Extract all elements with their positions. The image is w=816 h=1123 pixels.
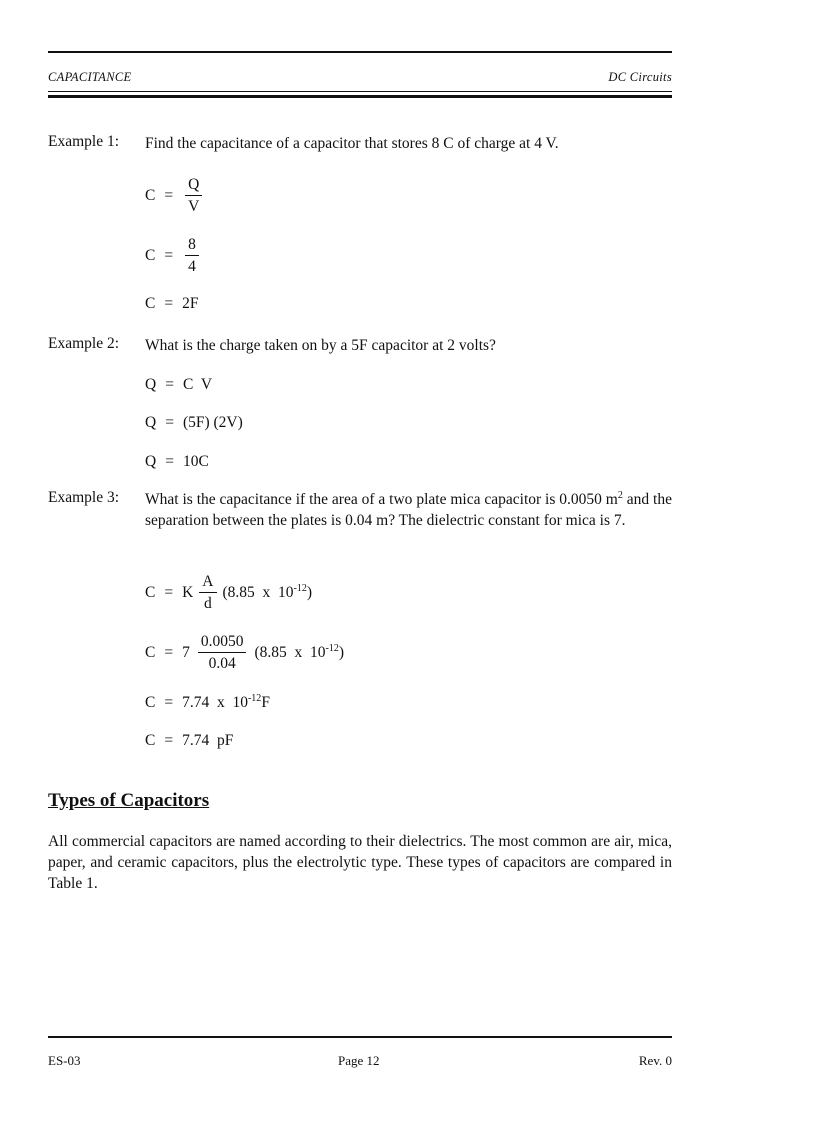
fraction-numerator: 0.0050 [198,633,247,653]
footer-page-number: Page 12 [338,1053,380,1068]
exponent: -12 [325,642,339,654]
example-2-step-2 [145,414,243,432]
fraction [199,573,216,612]
eq-factor [223,584,313,602]
fraction-numerator: 8 [185,236,199,256]
eq-lhs: C [145,583,156,601]
eq-factor-base: (8.85 x 10 [254,643,326,661]
example-3-step-4 [145,732,233,750]
eq-lhs: C [145,694,156,711]
example-1-question: Find the capacitance of a capacitor that stores 8 C of charge at 4 V. [145,135,559,152]
exponent: -12 [247,693,262,704]
eq-rhs: 10C [182,453,209,470]
eq-factor [254,644,344,662]
example-1-step-2 [145,236,202,275]
header-left-title: CAPACITANCE [48,70,132,84]
fraction [198,633,247,672]
example-3-question [145,489,672,531]
footer-doc-id: ES-03 [48,1053,81,1068]
eq-equals: = [165,376,174,393]
eq-equals: = [164,732,174,749]
eq-rhs: 7.74 pF [182,732,234,749]
eq-equals: = [164,295,174,312]
section-paragraph: All commercial capacitors are named according to their dielectrics. The most common are air, mica, paper, and ceramic capacitors, plus the electrolytic type. These types of capacitors are compared in Table 1. [48,833,672,892]
eq-rhs [182,694,270,712]
example-2-step-3 [145,453,209,471]
eq-equals: = [164,694,174,711]
footer-revision: Rev. 0 [638,1053,672,1068]
eq-equals: = [165,414,174,431]
eq-rhs: C V [182,376,213,393]
example-3-step-2 [145,633,344,672]
example-3-label: Example 3: [48,489,120,506]
eq-rhs: (5F) (2V) [182,414,243,431]
example-1-step-3 [145,295,198,313]
example-1-label: Example 1: [48,133,120,150]
fraction [185,236,199,275]
eq-coefficient: 7 [182,643,190,661]
eq-lhs: C [145,246,156,264]
header-right-title: DC Circuits [608,70,672,84]
eq-equals: = [164,186,174,204]
header-double-rule-thin [48,91,672,92]
fraction-denominator: d [204,595,212,612]
example-1-step-1 [145,176,205,215]
header-top-rule [48,51,672,53]
fraction-numerator: A [199,573,216,593]
eq-rhs-base: 7.74 x 10 [182,694,248,711]
eq-rhs: 2F [182,295,199,312]
eq-coefficient: K [182,583,194,601]
fraction [185,176,202,215]
eq-equals: = [164,583,174,601]
eq-factor-close: ) [338,643,345,661]
example-2-label: Example 2: [48,335,120,352]
eq-lhs: C [145,295,156,312]
eq-lhs: Q [145,453,157,470]
eq-equals: = [164,246,174,264]
footer-rule [48,1036,672,1038]
example-3-question-part2: and the separation between the plates is 0.04 m? The dielectric constant for mica is 7. [145,491,672,529]
example-3-step-3 [145,694,270,712]
fraction-denominator: V [188,198,200,215]
example-2-step-1 [145,376,212,394]
eq-lhs: C [145,732,156,749]
eq-equals: = [165,453,174,470]
eq-factor-close: ) [306,583,313,601]
eq-lhs: C [145,186,156,204]
exponent: -12 [293,582,307,594]
eq-lhs: Q [145,376,157,393]
fraction-denominator: 0.04 [208,655,236,672]
section-heading: Types of Capacitors [48,790,210,811]
eq-factor-base: (8.85 x 10 [222,583,294,601]
example-3-question-part1: What is the capacitance if the area of a two plate mica capacitor is 0.0050 m [145,491,618,508]
fraction-numerator: Q [185,176,202,196]
superscript: 2 [617,490,623,501]
example-3-step-1 [145,573,312,612]
eq-lhs: C [145,643,156,661]
fraction-denominator: 4 [188,258,196,275]
eq-rhs-unit: F [261,694,270,711]
example-2-question: What is the charge taken on by a 5F capacitor at 2 volts? [145,337,496,354]
eq-lhs: Q [145,414,157,431]
header-double-rule-thick [48,95,672,98]
eq-equals: = [164,643,174,661]
